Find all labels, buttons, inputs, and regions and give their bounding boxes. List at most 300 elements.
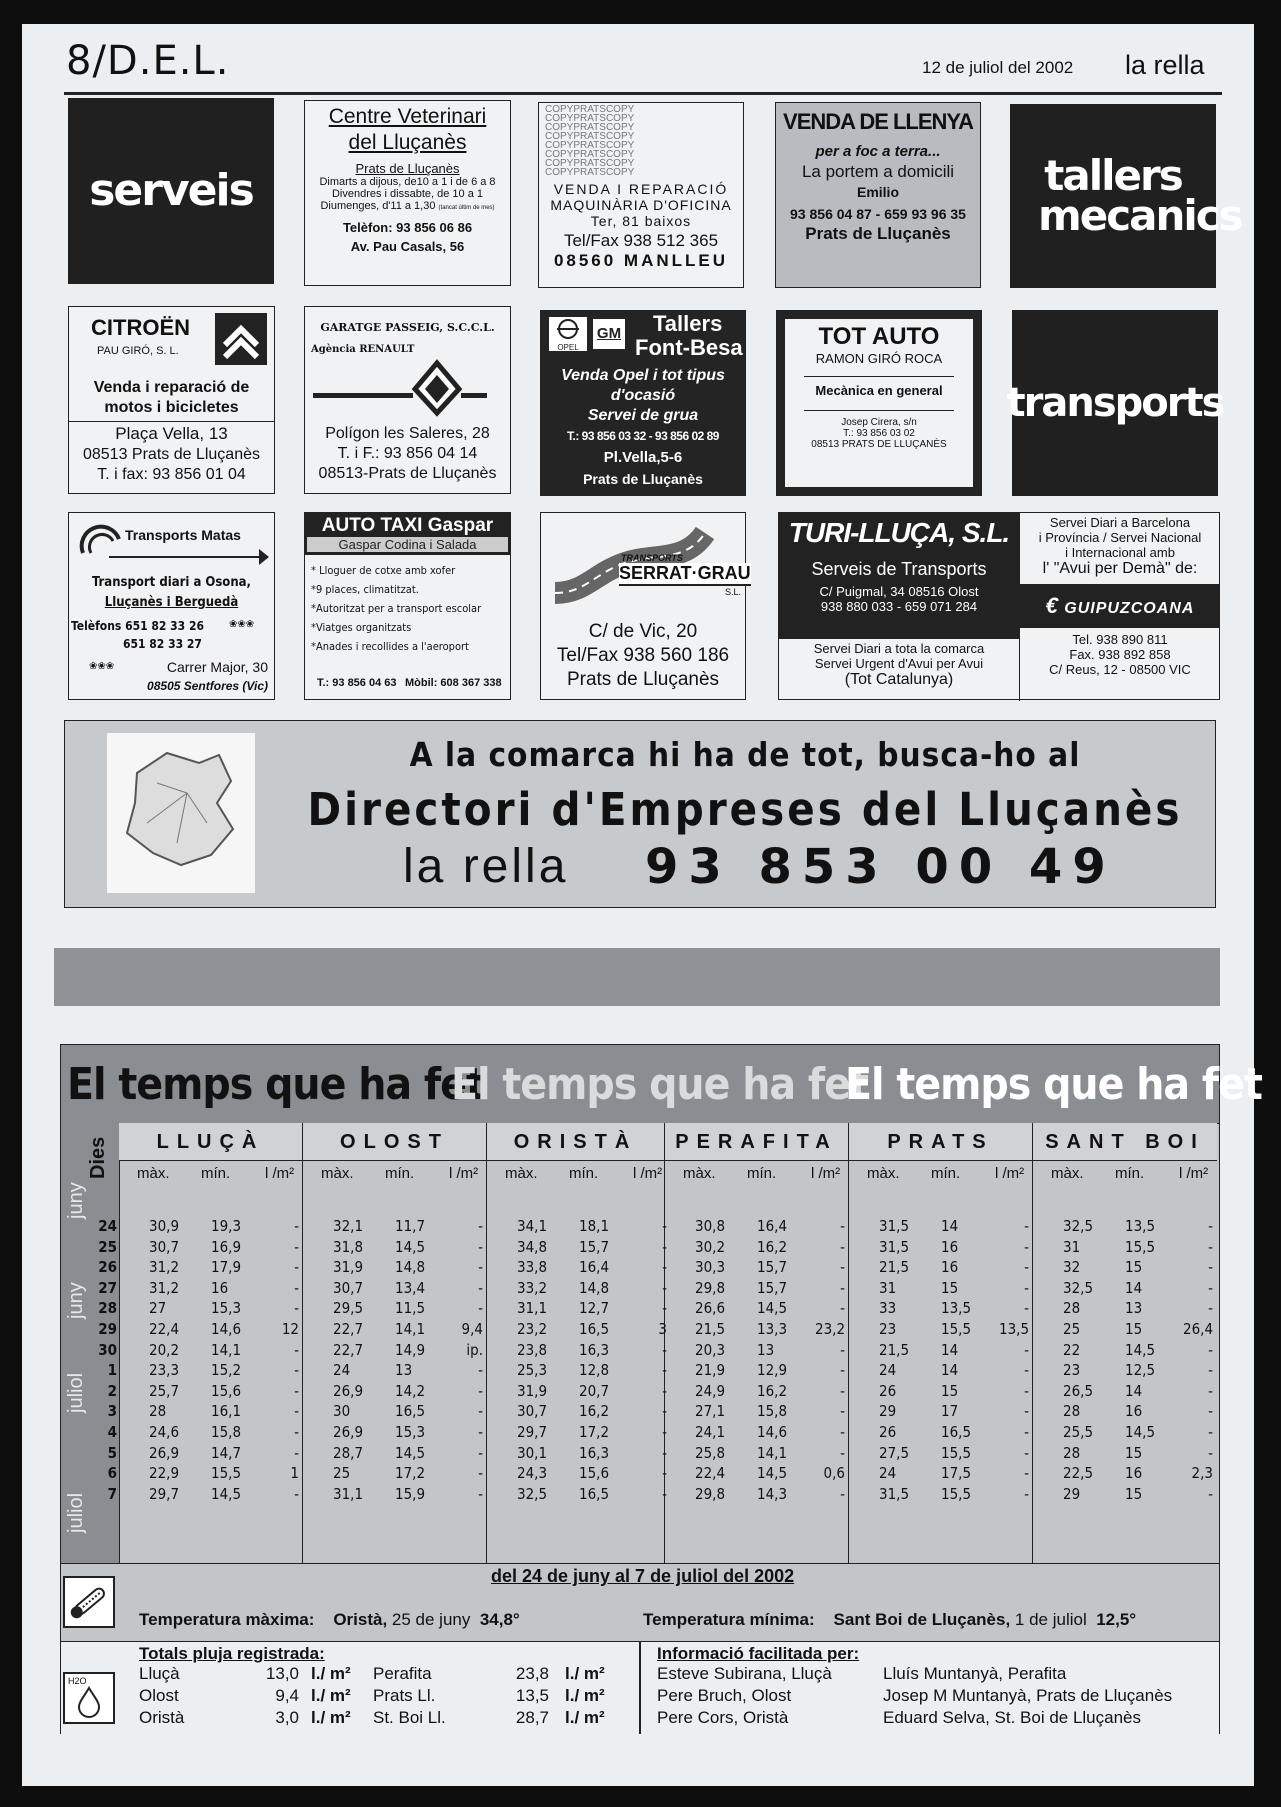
rain-cell: - [1024, 1381, 1029, 1400]
rain-cell: - [1208, 1402, 1213, 1421]
max-cell: 25,5 [1063, 1423, 1094, 1441]
turilluca-title: TURI-LLUÇA, S.L. [788, 517, 1010, 548]
taxi-title: AUTO TAXI Gaspar [321, 515, 494, 536]
info-row [657, 1708, 1217, 1730]
min-cell: 14,3 [757, 1484, 788, 1503]
serratgrau-small: TRANSPORTS [621, 553, 683, 563]
totauto-divider-2 [804, 410, 954, 411]
taxi-item: *Anades i recollides a l'aeroport [311, 640, 469, 653]
comarca-map-icon [107, 733, 255, 893]
max-cell: 30,1 [517, 1443, 548, 1462]
rain-cell: - [1024, 1258, 1029, 1277]
max-cell: 32,5 [1063, 1217, 1094, 1235]
rain-cell: - [662, 1484, 667, 1503]
rain-total-place: Oristà [139, 1708, 185, 1727]
rain-total-unit: l./ m² [311, 1686, 351, 1705]
turilluca-r3: i Internacional amb [1065, 545, 1175, 560]
ad-serratgrau [540, 512, 751, 700]
rain-cell: - [1208, 1443, 1213, 1462]
vet-address: Av. Pau Casals, 56 [350, 239, 465, 254]
turilluca-r2: i Província / Servei Nacional [1038, 530, 1202, 545]
rain-cell: - [662, 1361, 667, 1380]
min-cell: 16,5 [941, 1423, 972, 1441]
rain-cell: - [478, 1361, 483, 1380]
totauto-divider-1 [804, 376, 954, 377]
rain-cell: - [478, 1464, 483, 1483]
min-cell: 13,5 [1125, 1217, 1156, 1235]
rain-cell: - [294, 1217, 299, 1235]
info-contributor: Pere Bruch, Olost [657, 1686, 792, 1705]
column-header: l /m² [995, 1165, 1025, 1182]
month-label: juny [65, 1182, 87, 1219]
station-column [1033, 1123, 1217, 1563]
ad-llenya [775, 102, 981, 288]
rain-cell: - [1024, 1423, 1029, 1441]
copyprats-line3: Ter, 81 baixos [590, 213, 692, 229]
column-header: mín. [931, 1165, 961, 1182]
rain-cell: - [662, 1402, 667, 1421]
min-cell: 15,5 [941, 1320, 972, 1338]
rain-cell: - [294, 1381, 299, 1400]
tmin-row [643, 1610, 1136, 1630]
ad-serveis-text: serveis [89, 165, 253, 217]
rain-cell: - [1024, 1402, 1029, 1421]
matas-line3a: Telèfons 651 82 33 26 [71, 619, 204, 633]
min-cell: 15,2 [211, 1361, 242, 1380]
taxi-header [305, 513, 510, 555]
max-cell: 21,9 [695, 1361, 726, 1380]
column-header: l /m² [633, 1165, 663, 1182]
max-cell: 30,8 [695, 1217, 726, 1235]
min-cell: 15 [1125, 1443, 1143, 1462]
min-cell: 14 [1125, 1381, 1143, 1400]
serratgrau-line1: C/ de Vic, 20 [588, 621, 698, 642]
tmax-value: 34,8° [479, 1610, 520, 1629]
max-cell: 29,7 [149, 1484, 180, 1503]
min-cell: 13,4 [395, 1278, 426, 1297]
rain-cell: - [478, 1484, 483, 1503]
day-number: 5 [107, 1443, 117, 1462]
ad-totauto [776, 310, 982, 496]
rain-total-place2: St. Boi Ll. [373, 1708, 446, 1727]
h2o-icon [63, 1672, 115, 1724]
rain-total-place: Lluçà [139, 1664, 180, 1683]
rain-total-unit2: l./ m² [565, 1708, 605, 1727]
rain-cell: 12 [281, 1320, 299, 1338]
min-cell: 17,9 [211, 1258, 242, 1277]
rain-cell: - [1024, 1340, 1029, 1359]
totauto-line3: T.: 93 856 03 02 [843, 428, 915, 439]
rain-total-value: 13,0 [265, 1664, 299, 1683]
max-cell: 26,5 [1063, 1381, 1094, 1400]
max-cell: 22 [1063, 1340, 1081, 1359]
rain-cell: - [840, 1443, 845, 1462]
max-cell: 22,4 [149, 1320, 180, 1338]
rain-cell: - [294, 1237, 299, 1256]
min-cell: 14,5 [395, 1443, 426, 1462]
ad-copyprats [538, 102, 744, 288]
stations [119, 1123, 1219, 1563]
max-cell: 28 [1063, 1443, 1081, 1462]
max-cell: 20,3 [695, 1340, 726, 1359]
max-cell: 24,6 [149, 1423, 180, 1441]
min-cell: 15,9 [395, 1484, 426, 1503]
day-number: 27 [98, 1278, 117, 1297]
min-cell: 12,5 [1125, 1361, 1156, 1380]
info-contributor: Lluís Muntanyà, Perafita [883, 1664, 1067, 1683]
rain-total-unit2: l./ m² [565, 1664, 605, 1683]
max-cell: 31,8 [333, 1237, 364, 1256]
min-cell: 16,2 [757, 1381, 788, 1400]
vet-title-1: Centre Veterinari [328, 105, 487, 128]
copyprats-line4: Tel/Fax 938 512 365 [563, 231, 719, 250]
rain-cell: 26,4 [1183, 1320, 1214, 1338]
max-cell: 34,8 [517, 1237, 548, 1256]
min-cell: 16,4 [579, 1258, 610, 1277]
max-cell: 31 [879, 1278, 897, 1297]
matas-dots-icon: ❀❀❀ [229, 619, 255, 630]
station-name: OLOST [303, 1123, 486, 1161]
max-cell: 30,7 [149, 1237, 180, 1256]
max-cell: 24,1 [695, 1423, 726, 1441]
rain-cell: - [840, 1484, 845, 1503]
ad-transports [1006, 310, 1224, 496]
min-cell: 14,6 [757, 1423, 788, 1441]
rain-cell: - [840, 1237, 845, 1256]
min-cell: 15,6 [211, 1381, 242, 1400]
vet-hours-2: Divendres i dissabte, de 10 a 1 [331, 188, 484, 200]
max-cell: 25,7 [149, 1381, 180, 1400]
min-cell: 14,5 [1125, 1423, 1156, 1441]
max-cell: 29,8 [695, 1484, 726, 1503]
ad-tallers-text: tallers mecanics [1038, 151, 1242, 240]
fontbesa-line4: T.: 93 856 03 32 - 93 856 02 89 [567, 429, 719, 443]
station-column [487, 1123, 665, 1563]
min-cell: 16,2 [757, 1237, 788, 1256]
newspaper-page [22, 24, 1262, 1786]
min-cell: 14,8 [395, 1258, 426, 1277]
day-number: 26 [98, 1258, 117, 1277]
rain-total-row [139, 1664, 639, 1686]
max-cell: 22,4 [695, 1464, 726, 1483]
column-header: màx. [137, 1165, 170, 1182]
gm-logo-icon [593, 319, 625, 349]
rain-cell: - [662, 1217, 667, 1235]
totauto-line2: Josep Cirera, s/n [841, 417, 917, 428]
taxi-phone: T.: 93 856 04 63 [317, 677, 397, 689]
directori-brand: la rella [403, 840, 569, 893]
station-name: LLUÇÀ [119, 1123, 302, 1161]
min-cell: 14 [941, 1361, 959, 1380]
rain-cell: - [840, 1381, 845, 1400]
vet-hours-1: Dimarts a dijous, de10 a 1 i de 6 a 8 [319, 176, 496, 188]
min-cell: 15,8 [757, 1402, 788, 1421]
rain-cell: - [478, 1237, 483, 1256]
info-list [657, 1664, 1217, 1730]
issue-date: 12 de juliol del 2002 [922, 58, 1074, 77]
max-cell: 23 [879, 1320, 897, 1338]
rain-cell: - [478, 1443, 483, 1462]
summary-area [61, 1563, 1219, 1642]
max-cell: 26 [879, 1423, 897, 1441]
turilluca-r6: Tel. 938 890 811 [1072, 632, 1168, 647]
rain-cell: - [1208, 1423, 1213, 1441]
day-number: 1 [107, 1361, 117, 1380]
turilluca-line5: Servei Urgent d'Avui per Avui [814, 656, 984, 671]
weather-table [61, 1123, 1219, 1563]
rain-cell: - [840, 1361, 845, 1380]
max-cell: 32,5 [1063, 1278, 1094, 1297]
min-cell: 17 [941, 1402, 959, 1421]
tmin-label: Temperatura mínima: [643, 1610, 815, 1629]
directori-phone: 93 853 00 49 [645, 839, 1116, 895]
taxi-item: * Lloguer de cotxe amb xofer [311, 564, 456, 577]
min-cell: 15,5 [211, 1464, 242, 1483]
station-column [303, 1123, 487, 1563]
min-cell: 14 [1125, 1278, 1143, 1297]
min-cell: 15,6 [579, 1464, 610, 1483]
column-header: l /m² [265, 1165, 295, 1182]
min-cell: 11,5 [395, 1299, 426, 1318]
citroen-address-box [69, 421, 274, 498]
rain-cell: - [478, 1381, 483, 1400]
min-cell: 15,5 [1125, 1237, 1156, 1256]
rain-total-row [139, 1708, 639, 1730]
totauto-title: TOT AUTO [818, 323, 940, 350]
max-cell: 21,5 [695, 1320, 726, 1338]
station-name: PERAFITA [665, 1123, 848, 1161]
rain-cell: - [294, 1278, 299, 1297]
tmax-label: Temperatura màxima: [139, 1610, 315, 1629]
rain-cell: - [294, 1258, 299, 1277]
rain-total-unit2: l./ m² [565, 1686, 605, 1705]
rain-cell: - [840, 1278, 845, 1297]
matas-line5: 08505 Sentfores (Vic) [147, 679, 268, 693]
max-cell: 22,7 [333, 1320, 364, 1338]
max-cell: 31,5 [879, 1484, 910, 1503]
thermometer-icon [63, 1576, 115, 1628]
turilluca-left-bottom [779, 639, 1019, 701]
taxi-item: *Autoritzat per a transport escolar [311, 602, 482, 615]
min-cell: 15,8 [211, 1423, 242, 1441]
max-cell: 23,8 [517, 1340, 548, 1359]
day-number: 6 [107, 1464, 117, 1483]
turilluca-r4: l' "Avui per Demà" de: [1042, 560, 1198, 577]
tmin-place: Sant Boi de Lluçanès, [833, 1610, 1011, 1629]
rain-totals-title: Totals pluja registrada: [139, 1644, 325, 1663]
vet-hours-3: Diumenges, d'11 a 1,30 [320, 200, 436, 212]
taxi-item: *9 places, climatitzat. [311, 583, 419, 596]
min-cell: 13 [395, 1361, 413, 1380]
copyprats-line5: 08560 MANLLEU [553, 251, 729, 270]
fontbesa-line2: d'ocasió [610, 387, 676, 404]
citroen-line3: Plaça Vella, 13 [115, 424, 228, 443]
rain-cell: - [662, 1443, 667, 1462]
min-cell: 14 [941, 1217, 959, 1235]
max-cell: 30,3 [695, 1258, 726, 1277]
ad-serveis [68, 98, 274, 284]
dies-label: Dies [87, 1136, 109, 1179]
ad-citroen [68, 306, 275, 494]
rain-cell: - [662, 1381, 667, 1400]
max-cell: 29 [879, 1402, 897, 1421]
turilluca-line4: Servei Diari a tota la comarca [813, 641, 985, 656]
turilluca-line2: C/ Puigmal, 34 08516 Olost [819, 584, 979, 599]
rain-cell: - [1208, 1278, 1213, 1297]
rain-cell: - [1208, 1361, 1213, 1380]
min-cell: 17,5 [941, 1464, 972, 1483]
rain-cell: - [1024, 1217, 1029, 1235]
rain-cell: - [478, 1258, 483, 1277]
station-name: ORISTÀ [487, 1123, 664, 1161]
day-number: 29 [98, 1320, 117, 1338]
station-name: PRATS [849, 1123, 1032, 1161]
garatge-line1: Polígon les Saleres, 28 [325, 425, 490, 442]
station-column [665, 1123, 849, 1563]
max-cell: 21,5 [879, 1340, 910, 1359]
max-cell: 31,9 [517, 1381, 548, 1400]
min-cell: 17,2 [395, 1464, 426, 1483]
dies-column [61, 1123, 120, 1563]
weather-title: El temps que ha fet [67, 1059, 484, 1110]
day-number: 28 [98, 1299, 117, 1318]
garatge-agencia: Agència RENAULT [311, 344, 415, 355]
column-header: mín. [569, 1165, 599, 1182]
guipuzcoana-icon: € [1045, 593, 1059, 618]
matas-line3b: 651 82 33 27 [123, 637, 202, 651]
max-cell: 20,2 [149, 1340, 180, 1359]
rain-cell: - [662, 1423, 667, 1441]
station-column [849, 1123, 1033, 1563]
day-number: 7 [107, 1484, 117, 1503]
min-cell: 15 [1125, 1320, 1143, 1338]
citroen-line5: T. i fax: 93 856 01 04 [97, 466, 246, 483]
max-cell: 24 [879, 1361, 897, 1380]
citroen-line1: Venda i reparació de [93, 379, 250, 396]
min-cell: 14,1 [395, 1320, 426, 1338]
column-header: l /m² [449, 1165, 479, 1182]
llenya-line3: Emilio [856, 184, 899, 200]
max-cell: 28,7 [333, 1443, 364, 1462]
rain-cell: 2,3 [1191, 1464, 1213, 1483]
min-cell: 14,2 [395, 1381, 426, 1400]
rain-total-value: 3,0 [275, 1708, 299, 1727]
max-cell: 31,2 [149, 1278, 180, 1297]
matas-line1: Transport diari a Osona, [91, 575, 251, 590]
max-cell: 31,5 [879, 1217, 910, 1235]
ad-fontbesa [540, 310, 746, 496]
matas-line4: Carrer Major, 30 [166, 659, 268, 675]
min-cell: 15,5 [941, 1443, 972, 1462]
column-header: mín. [747, 1165, 777, 1182]
rain-cell: - [662, 1278, 667, 1297]
month-label: juliol [65, 1372, 87, 1413]
fontbesa-title-2: Font-Besa [635, 335, 743, 360]
column-header: màx. [1051, 1165, 1084, 1182]
day-number: 4 [107, 1423, 117, 1441]
max-cell: 24,9 [695, 1381, 726, 1400]
max-cell: 25,8 [695, 1443, 726, 1462]
taxi-item: *Viatges organitzats [311, 621, 412, 634]
taxi-items [305, 555, 510, 656]
max-cell: 26,9 [333, 1423, 364, 1441]
ad-turilluca [778, 512, 1220, 700]
rain-cell: - [1024, 1299, 1029, 1318]
ad-taxi [304, 512, 511, 700]
matas-line2: Lluçanès i Berguedà [104, 595, 239, 610]
rain-total-value2: 13,5 [515, 1686, 549, 1705]
min-cell: 16,5 [395, 1402, 426, 1421]
citroen-line4: 08513 Prats de Lluçanès [82, 446, 260, 463]
month-label: juny [65, 1282, 87, 1319]
rain-cell: - [1024, 1443, 1029, 1462]
vet-phone: Telèfon: 93 856 06 86 [342, 220, 473, 235]
tmin-value: 12,5° [1096, 1610, 1137, 1629]
ad-matas [68, 512, 275, 700]
rain-total-value: 9,4 [275, 1686, 299, 1705]
max-cell: 27 [149, 1299, 167, 1318]
copyprats-line1: VENDA I REPARACIÓ [553, 181, 729, 197]
min-cell: 14,5 [395, 1237, 426, 1256]
totauto-line1: Mecànica en general [815, 383, 943, 398]
garatge-line2: T. i F.: 93 856 04 14 [337, 445, 478, 462]
rain-cell: - [840, 1299, 845, 1318]
max-cell: 29,8 [695, 1278, 726, 1297]
period-label: del 24 de juny al 7 de juliol del 2002 [491, 1566, 795, 1586]
vet-place: Prats de Lluçanès [355, 161, 460, 176]
rain-cell: 3 [658, 1320, 667, 1338]
rain-cell: - [1208, 1217, 1213, 1235]
turilluca-r8: C/ Reus, 12 - 08500 VIC [1049, 662, 1191, 677]
rain-cell: - [662, 1299, 667, 1318]
directori-banner [64, 720, 1216, 908]
max-cell: 24 [879, 1464, 897, 1483]
copyprats-logo: COPYPRATSCOPY COPYPRATSCOPY COPYPRATSCOPY COPYPRATSCOPY COPYPRATSCOPY COPYPRATSCOPY COPYPRATSCOPY COPYPRATSCOPY [545, 104, 635, 178]
weather-title-echo-white: El temps que ha fet [845, 1059, 1262, 1110]
min-cell: 14,9 [395, 1340, 426, 1359]
rain-cell: - [294, 1299, 299, 1318]
info-contributor: Pere Cors, Oristà [657, 1708, 789, 1727]
day-number: 2 [107, 1381, 117, 1400]
max-cell: 27,1 [695, 1402, 726, 1421]
brand-name: la rella [1125, 50, 1205, 80]
fontbesa-title-1: Tallers [653, 311, 723, 336]
rain-cell: - [1208, 1237, 1213, 1256]
rain-total-row [139, 1686, 639, 1708]
max-cell: 30,7 [517, 1402, 548, 1421]
min-cell: 14,7 [211, 1443, 242, 1462]
ad-transports-text: transports [1006, 380, 1224, 426]
taxi-subtitle: Gaspar Codina i Salada [307, 537, 508, 552]
min-cell: 16 [941, 1258, 959, 1277]
min-cell: 15 [1125, 1484, 1143, 1503]
fontbesa-line5: Pl.Vella,5-6 [603, 449, 683, 466]
serratgrau-name: SERRAT·GRAU [619, 563, 751, 586]
totauto-inner [785, 319, 973, 487]
column-header: màx. [683, 1165, 716, 1182]
column-header: màx. [505, 1165, 538, 1182]
min-cell: 11,7 [395, 1217, 426, 1235]
vet-hours-note: (tancat últim de mes) [438, 205, 495, 211]
llenya-line2: La portem a domicili [801, 162, 955, 181]
max-cell: 31,1 [517, 1299, 548, 1318]
max-cell: 31,9 [333, 1258, 364, 1277]
renault-logo-icon [313, 359, 503, 415]
rain-cell: - [1024, 1278, 1029, 1297]
fontbesa-line1: Venda Opel i tot tipus [561, 367, 725, 384]
rain-cell: - [662, 1237, 667, 1256]
citroen-logo-icon [215, 313, 267, 365]
